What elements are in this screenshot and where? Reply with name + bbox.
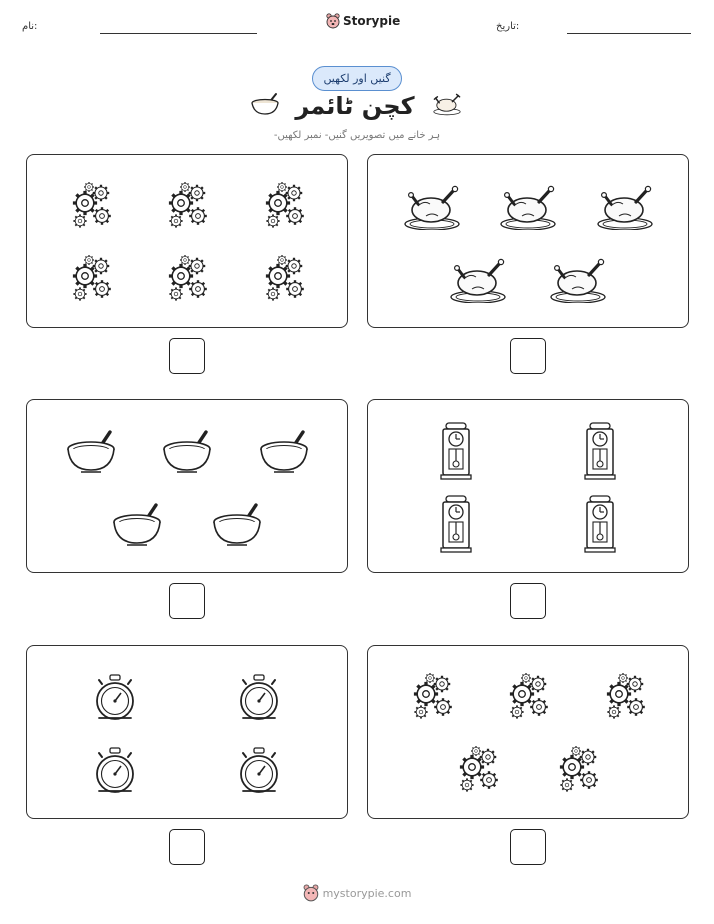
name-line [100,33,257,34]
footer [0,884,714,902]
answer-box[interactable] [169,829,205,865]
bowl-icon [66,428,116,474]
gears-icon [262,254,306,304]
count-box [367,399,689,573]
answer-box[interactable] [510,338,546,374]
timer-clock-icon [94,674,136,720]
title-row [0,92,714,120]
grandfather-clock-icon [583,494,617,554]
bowl-icon [259,428,309,474]
answer-box[interactable] [169,338,205,374]
timer-clock-icon [94,747,136,793]
page-title: کچن ٹائمر [295,92,415,120]
gears-icon [69,254,113,304]
count-box [26,154,348,328]
bowl-icon [112,501,162,547]
count-box [367,154,689,328]
answer-box[interactable] [510,829,546,865]
date-line [567,33,691,34]
gears-icon [165,181,209,231]
turkey-icon [550,255,606,303]
turkey-icon [430,92,464,120]
gears-icon [456,745,500,795]
turkey-icon [404,182,460,230]
name-label: نام: [22,21,38,32]
turkey-icon [450,255,506,303]
turkey-icon [500,182,556,230]
grandfather-clock-icon [439,494,473,554]
storypie-mascot-icon [303,884,319,902]
gears-icon [69,181,113,231]
timer-clock-icon [238,747,280,793]
count-box [26,645,348,819]
answer-box[interactable] [510,583,546,619]
footer-site: mystorypie.com [322,886,412,900]
bowl-icon [250,92,280,120]
turkey-icon [597,182,653,230]
subtitle: ہر خانے میں تصویریں گنیں- نمبر لکھیں- [273,130,441,141]
gears-icon [603,672,647,722]
storypie-logo [326,13,400,29]
instruction-pill: گنیں اور لکھیں [312,66,402,91]
gears-icon [262,181,306,231]
timer-clock-icon [238,674,280,720]
answer-box[interactable] [169,583,205,619]
gears-icon [165,254,209,304]
count-box [367,645,689,819]
gears-icon [410,672,454,722]
count-box [26,399,348,573]
bowl-icon [162,428,212,474]
logo-text: Storypie [343,14,401,28]
grandfather-clock-icon [439,421,473,481]
date-label: تاریخ: [496,21,520,32]
grandfather-clock-icon [583,421,617,481]
gears-icon [556,745,600,795]
storypie-mascot-icon [326,13,340,29]
gears-icon [506,672,550,722]
bowl-icon [212,501,262,547]
